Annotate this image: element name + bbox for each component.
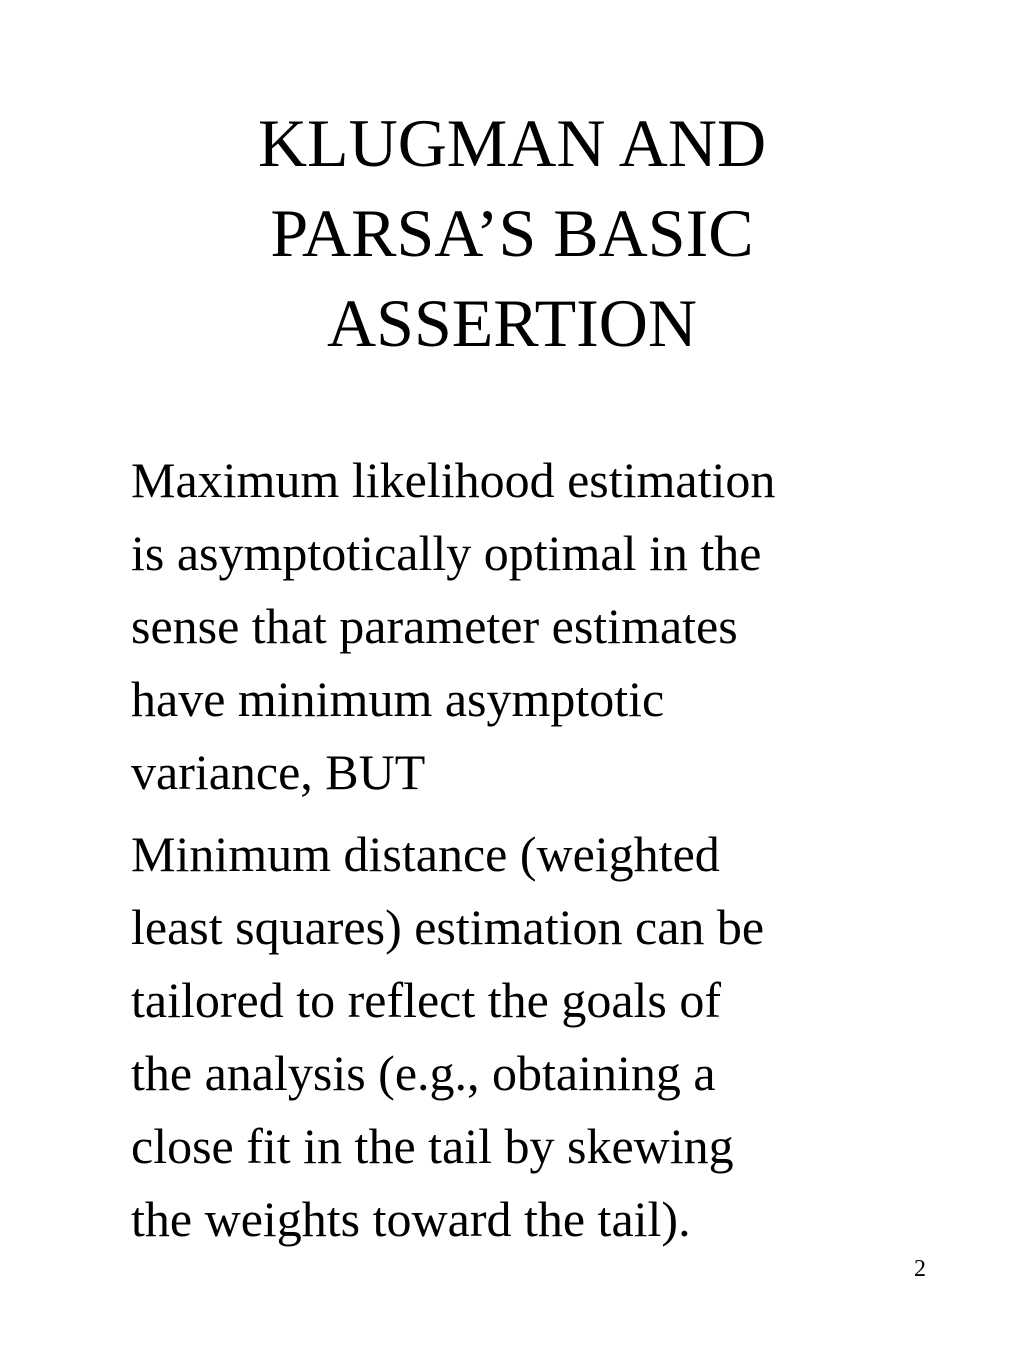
paragraph-line: is asymptotically optimal in the <box>131 525 762 581</box>
paragraph-line: least squares) estimation can be <box>131 899 765 955</box>
paragraph-line: have minimum asymptotic <box>131 671 665 727</box>
paragraph-line: sense that parameter estimates <box>131 598 738 654</box>
page-number: 2 <box>914 1256 926 1282</box>
slide-title <box>112 98 912 368</box>
paragraph-line: variance, BUT <box>131 744 426 800</box>
paragraph-line: the weights toward the tail). <box>131 1191 691 1247</box>
paragraph-maximum-likelihood <box>131 444 961 809</box>
title-line: ASSERTION <box>327 285 697 361</box>
title-line: KLUGMAN AND <box>257 105 767 181</box>
paragraph-line: tailored to reflect the goals of <box>131 972 722 1028</box>
paragraph-minimum-distance <box>131 818 961 1256</box>
paragraph-line: the analysis (e.g., obtaining a <box>131 1045 716 1101</box>
paragraph-line: close fit in the tail by skewing <box>131 1118 734 1174</box>
title-line: PARSA’S BASIC <box>270 195 754 271</box>
paragraph-line: Maximum likelihood estimation <box>131 452 776 508</box>
slide-body-text <box>131 444 961 1256</box>
paragraph-line: Minimum distance (weighted <box>131 826 720 882</box>
